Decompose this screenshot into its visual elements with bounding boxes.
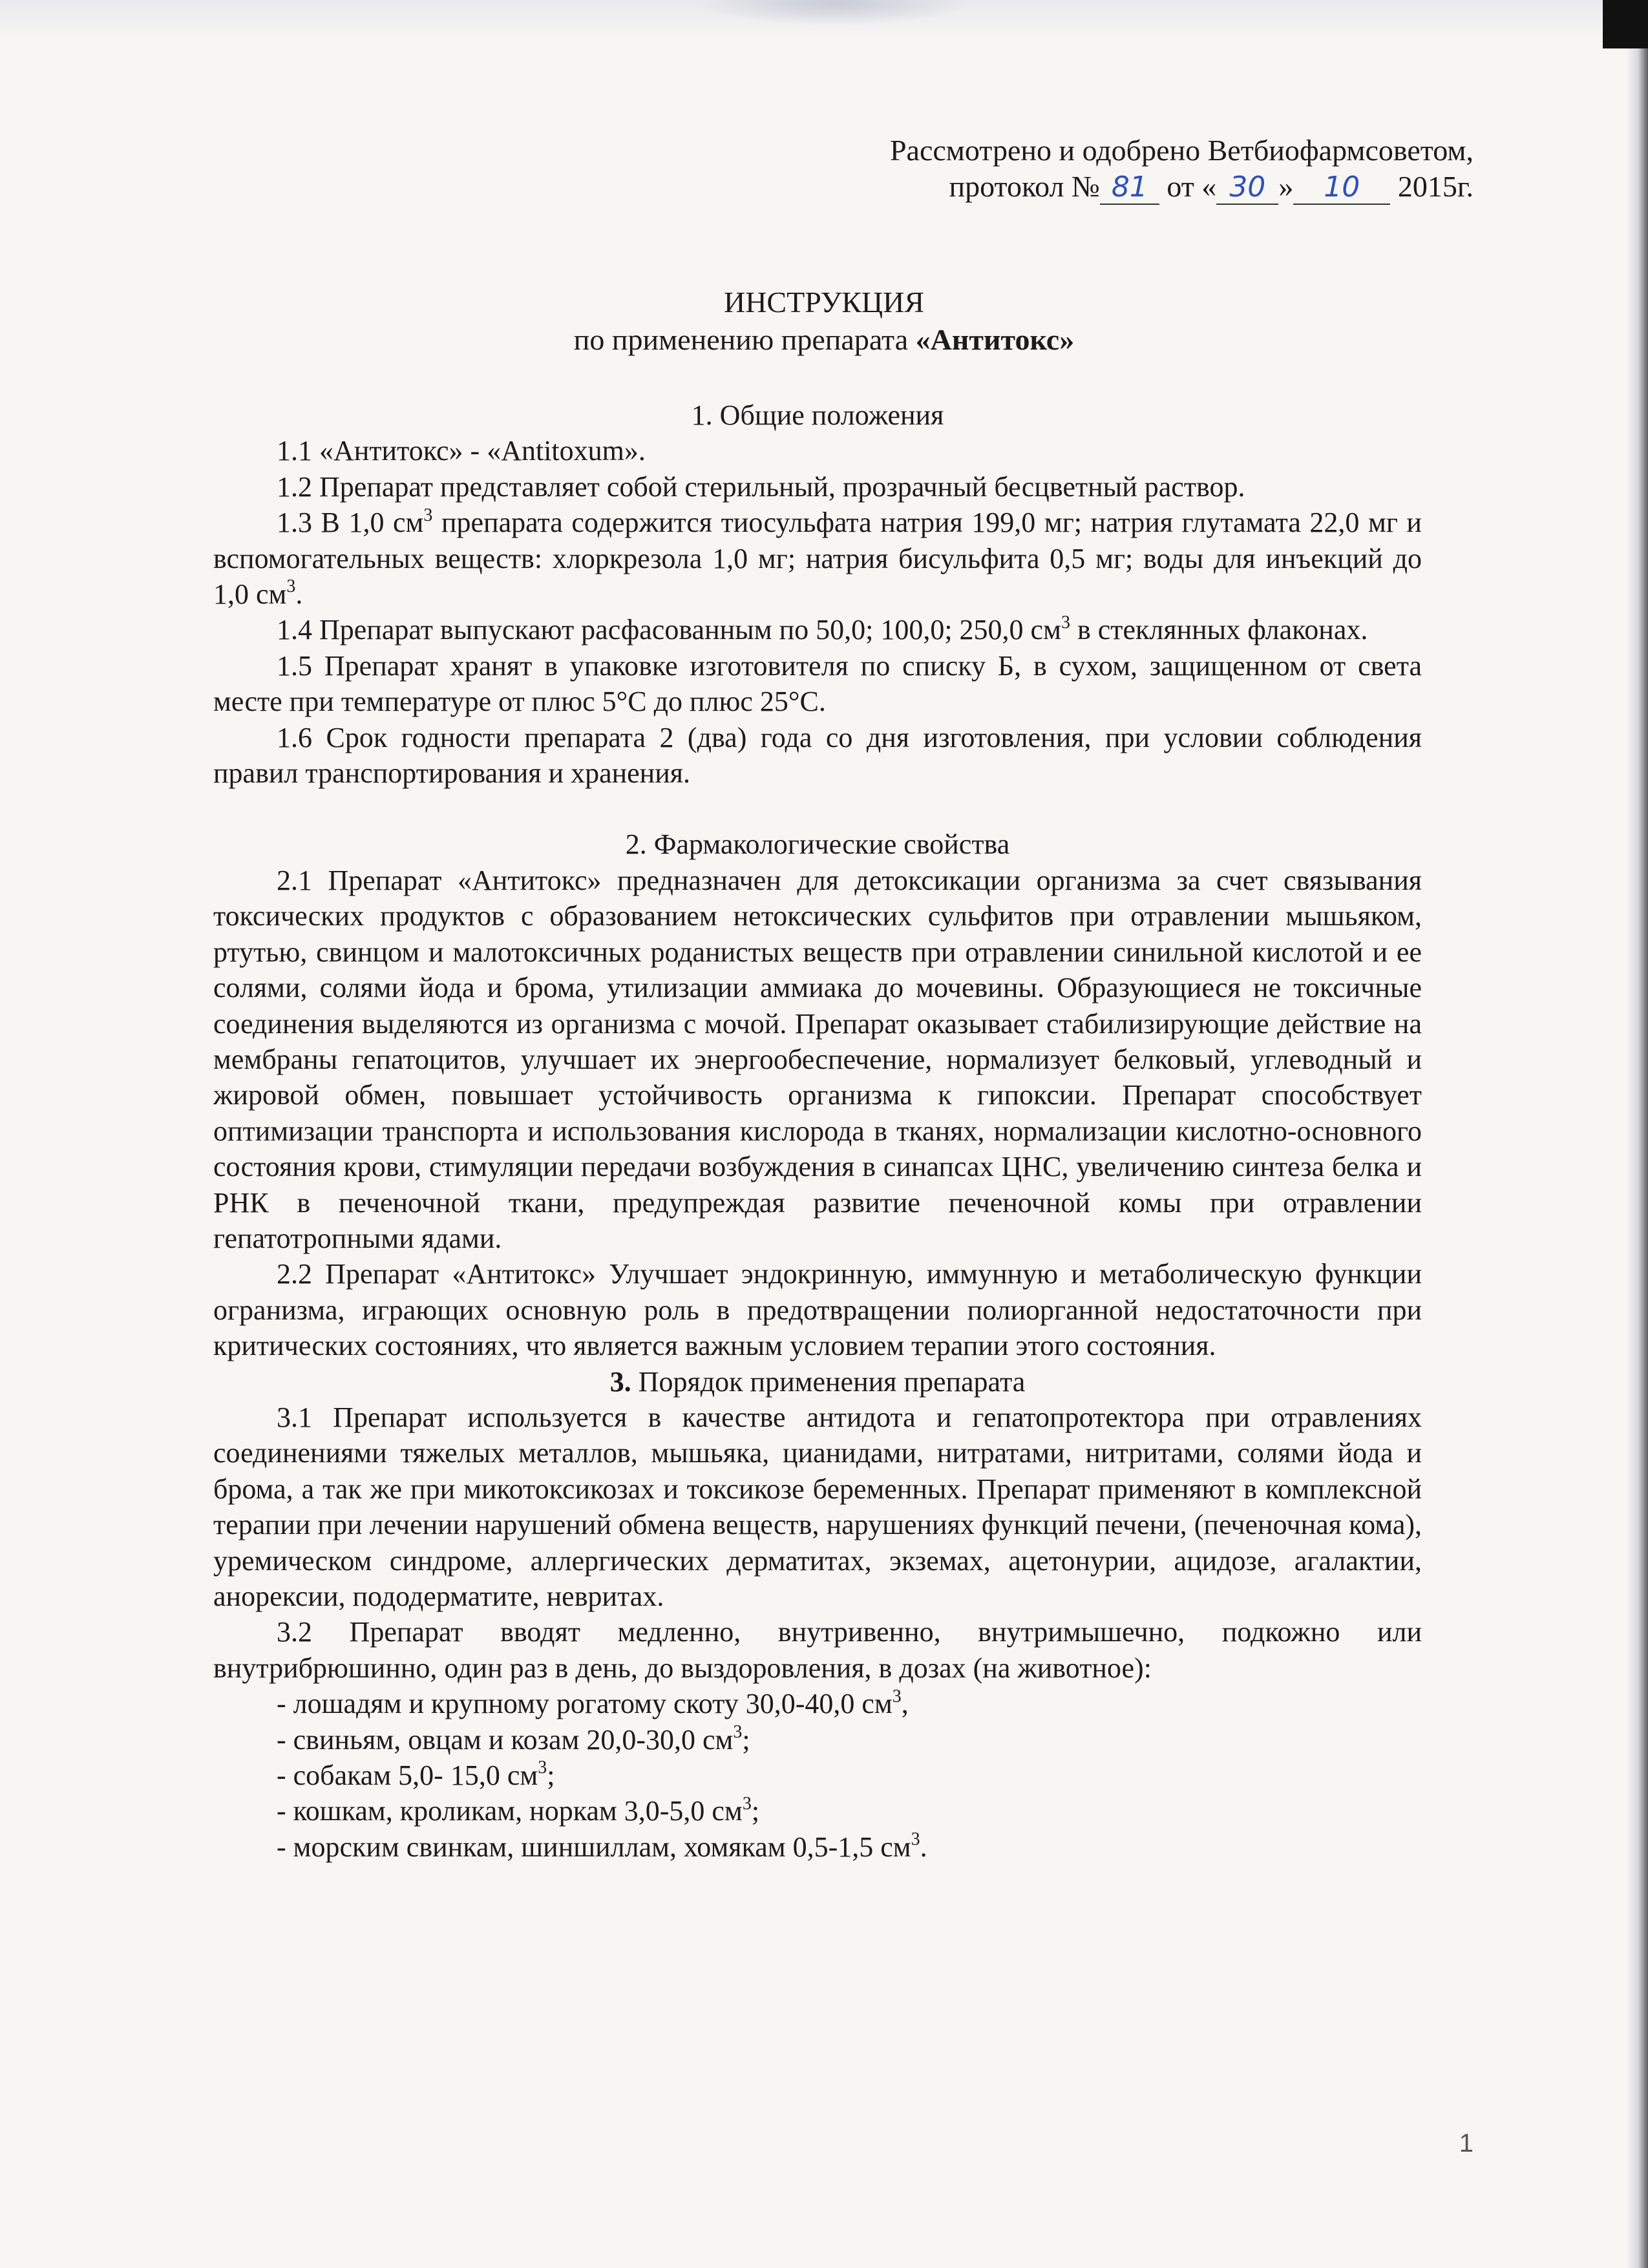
- dose-item: [213, 1793, 1422, 1829]
- para-1-3-text-c: .: [295, 578, 303, 611]
- section-3-title: Порядок применения препарата: [631, 1365, 1026, 1398]
- superscript: 3: [538, 1758, 547, 1778]
- section-1-heading: 1. Общие положения: [691, 399, 944, 431]
- section-3-heading: [213, 1364, 1422, 1400]
- dose-item: [213, 1829, 1422, 1865]
- superscript: 3: [742, 1793, 752, 1814]
- dose-punct: ,: [901, 1688, 909, 1720]
- document-title: ИНСТРУКЦИЯ: [723, 286, 925, 319]
- protocol-from: от «: [1167, 170, 1217, 203]
- protocol-day-handwritten: 30: [1216, 171, 1278, 205]
- para-3-2: 3.2 Препарат вводят медленно, внутривенно, внутримышечно, подкожно или внутрибрюшинно, один раз в день, до выздоровления, в дозах (на животное):: [213, 1616, 1422, 1684]
- para-2-1: 2.1 Препарат «Антитокс» предназначен для детоксикации организма за счет связывания токсических продуктов с образованием нетоксических сульфитов при отравлении мышьяком, ртутью, свинцом и малотоксичных роданистых веществ при отравлении синильной кислотой и ее солями, солями йода и брома, утилизации аммиака до мочевины. Образующиеся не токсичные соединения выделяются из организма с мочой. Препарат оказывает стабилизирующие действие на мембраны гепатоцитов, улучшает их энергообеспечение, нормализует белковый, углеводный и жировой обмен, повышает устойчивость организма к гипоксии. Препарат способствует оптимизации транспорта и использования кислорода в тканях, нормализации кислотно-основного состояния крови, стимуляции передачи возбуждения в синапсах ЦНС, увеличению синтеза белка и РНК в печеночной ткани, предупреждая развитие печеночной комы при отравлении гепатотропными ядами.: [213, 864, 1422, 1254]
- protocol-line: [890, 169, 1474, 205]
- para-1-4-text-a: 1.4 Препарат выпускают расфасованным по 50,0; 100,0; 250,0 см: [277, 614, 1061, 646]
- para-3-1: 3.1 Препарат используется в качестве антидота и гепатопротектора при отравлениях соединениями тяжелых металлов, мышьяка, цианидами, нитратами, нитритами, солями йода и брома, а так же при микотоксикозах и токсикозе беременных. Препарат применяют в комплексной терапии при лечении нарушений обмена веществ, нарушениях функций печени, (печеночная кома), уремическом синдроме, аллергических дерматитах, экземах, ацетонурии, ацидозе, агалактии, анорексии, пододерматите, невритах.: [213, 1401, 1422, 1612]
- para-1-2: [213, 469, 1422, 505]
- protocol-month-handwritten: 10: [1293, 171, 1390, 205]
- dose-punct: .: [920, 1831, 927, 1863]
- para-1-4-text-b: в стеклянных флаконах.: [1070, 614, 1368, 646]
- drug-name: «Антитокс»: [915, 323, 1075, 356]
- dose-punct: ;: [751, 1795, 760, 1827]
- dose-item: [213, 1686, 1422, 1721]
- section-3-number: 3.: [609, 1365, 631, 1398]
- approval-line: Рассмотрено и одобрено Ветбиофармсоветом,: [889, 134, 1474, 167]
- para-1-1-text: 1.1 «Антитокс» - «Antitoxum».: [277, 435, 646, 467]
- document-subtitle: [0, 322, 1648, 358]
- protocol-year: 2015г.: [1397, 170, 1474, 203]
- para-1-6: 1.6 Срок годности препарата 2 (два) года со дня изготовления, при условии соблюдения правил транспортирования и хранения.: [213, 721, 1422, 790]
- superscript: 3: [733, 1721, 743, 1742]
- para-1-1: [213, 433, 1422, 468]
- dose-text: - морским свинкам, шиншиллам, хомякам 0,5-1,5 см: [277, 1831, 911, 1863]
- para-2-2: 2.2 Препарат «Антитокс» Улучшает эндокринную, иммунную и метаболическую функции огранизма, играющих основную роль в предотвращении полиорганной недостаточности при критических состояниях, что является важным условием терапии этого состояния.: [213, 1258, 1422, 1362]
- dose-text: - собакам 5,0- 15,0 см: [277, 1759, 538, 1792]
- superscript: 3: [911, 1829, 920, 1850]
- para-1-5: 1.5 Препарат хранят в упаковке изготовителя по списку Б, в сухом, защищенном от света месте при температуре от плюс 5°С до плюс 25°С.: [213, 649, 1422, 718]
- para-1-3-text-b: препарата содержится тиосульфата натрия 199,0 мг; натрия глутамата 22,0 мг и вспомогательных веществ: хлоркрезола 1,0 мг; натрия бисульфита 0,5 мг; воды для инъекций до 1,0 см: [213, 507, 1422, 611]
- dose-item: [213, 1722, 1422, 1758]
- superscript: 3: [286, 576, 296, 597]
- subtitle-text: по применению препарата: [573, 323, 916, 356]
- document-body: [213, 397, 1422, 1865]
- superscript: 3: [892, 1686, 902, 1706]
- page-number: 1: [1459, 2129, 1474, 2158]
- dose-punct: ;: [547, 1759, 555, 1792]
- para-1-3-text-a: 1.3 В 1,0 см: [277, 507, 424, 539]
- spacer: [213, 791, 1422, 826]
- dose-text: - кошкам, кроликам, норкам 3,0-5,0 см: [277, 1795, 743, 1827]
- dose-text: - свиньям, овцам и козам 20,0-30,0 см: [277, 1723, 734, 1756]
- dose-punct: ;: [742, 1723, 750, 1756]
- protocol-number-handwritten: 81: [1100, 171, 1159, 205]
- protocol-label: протокол №: [949, 170, 1100, 203]
- para-1-3: [213, 505, 1422, 612]
- superscript: 3: [1061, 612, 1070, 633]
- approval-block: [890, 132, 1474, 205]
- dose-item: [213, 1758, 1422, 1793]
- para-1-2-text: 1.2 Препарат представляет собой стерильный, прозрачный бесцветный раствор.: [277, 470, 1245, 503]
- para-1-4: [213, 612, 1422, 647]
- dose-text: - лошадям и крупному рогатому скоту 30,0-40,0 см: [277, 1688, 893, 1720]
- section-2-heading: 2. Фармакологические свойства: [625, 828, 1010, 861]
- superscript: 3: [423, 505, 433, 525]
- protocol-quote: »: [1278, 170, 1294, 203]
